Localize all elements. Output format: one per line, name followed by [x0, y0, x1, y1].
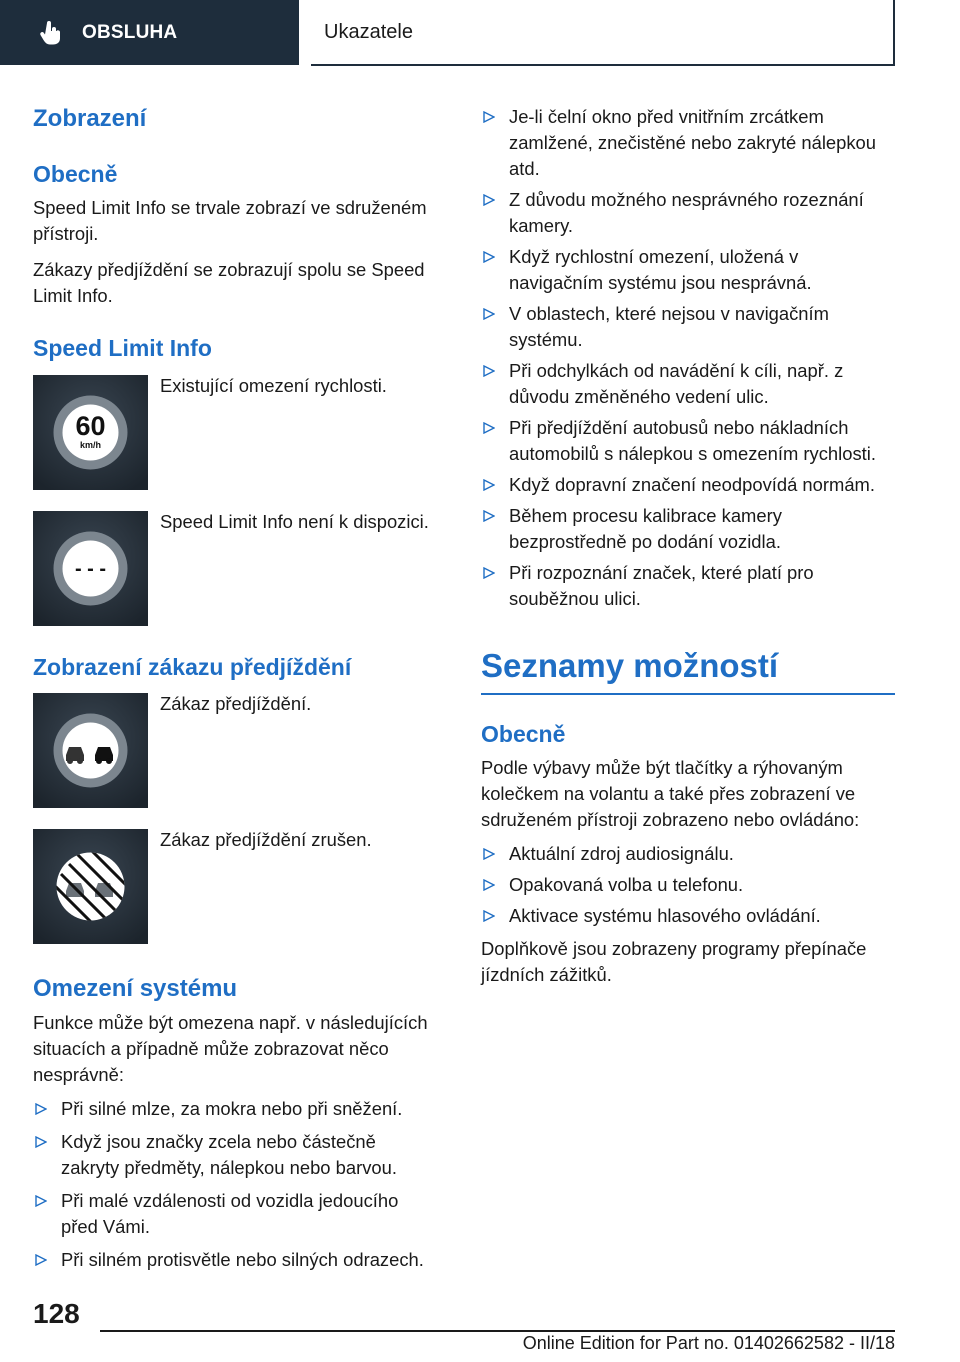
bullet-triangle-icon — [483, 879, 495, 891]
overtaking-caption: Zákaz předjíždění zrušen. — [160, 829, 372, 850]
footer-divider — [100, 1330, 895, 1332]
bullet-triangle-icon — [35, 1254, 47, 1266]
options-title: Seznamy možností — [481, 645, 895, 695]
bullet-triangle-icon — [35, 1136, 47, 1148]
bullet-triangle-icon — [483, 308, 495, 320]
overtaking-heading: Zobrazení zákazu předjíždění — [33, 654, 352, 680]
limits-list — [33, 1096, 437, 1273]
list-item: Při rozpoznání značek, které platí pro souběžnou ulici. — [481, 560, 895, 612]
no-overtaking-sign-icon — [33, 693, 148, 808]
list-item: Aktivace systému hlasového ovládání. — [481, 903, 895, 929]
right-column — [481, 104, 895, 988]
list-item: Při silném protisvětle nebo silných odrazech. — [33, 1247, 437, 1273]
section-label: OBSLUHA — [82, 21, 178, 43]
list-item: Je-li čelní okno před vnitřním zrcátkem zamlžené, znečistěné nebo zakryté nálepkou atd. — [481, 104, 895, 182]
sign-unit: km/h — [79, 440, 102, 450]
general-paragraph: Zákazy předjíždění se zobrazují spolu se Speed Limit Info. — [33, 259, 425, 306]
list-item: Při malé vzdálenosti od vozidla jedoucího před Vámi. — [33, 1188, 437, 1240]
overtaking-item — [33, 829, 437, 944]
speed-limit-item — [33, 511, 437, 626]
speed-limit-heading: Speed Limit Info — [33, 335, 212, 361]
general-heading: Obecně — [33, 161, 118, 187]
list-item: Při předjíždění autobusů nebo nákladních automobilů s nálepkou s omezením rychlosti. — [481, 415, 895, 467]
bullet-triangle-icon — [483, 510, 495, 522]
list-item: Když rychlostní omezení, uložená v navigačním systému jsou nesprávná. — [481, 244, 895, 296]
general-paragraph: Speed Limit Info se trvale zobrazí ve sdruženém přístroji. — [33, 197, 427, 244]
bullet-triangle-icon — [483, 910, 495, 922]
bullet-triangle-icon — [483, 479, 495, 491]
bullet-triangle-icon — [483, 848, 495, 860]
list-item: V oblastech, které nejsou v navigačním systému. — [481, 301, 895, 353]
section-tab[interactable] — [0, 0, 299, 65]
list-item: Při odchylkách od navádění k cíli, např. z důvodu změněného vedení ulic. — [481, 358, 895, 410]
speed-limit-caption: Existující omezení rychlosti. — [160, 375, 387, 396]
list-item: Při silné mlze, za mokra nebo při sněžení. — [33, 1096, 437, 1122]
list-item: Když jsou značky zcela nebo částečně zakryty předměty, nálepkou nebo barvou. — [33, 1129, 437, 1181]
list-item: Během procesu kalibrace kamery bezprostředně po dodání vozidla. — [481, 503, 895, 555]
bullet-triangle-icon — [483, 194, 495, 206]
speed-limit-item — [33, 375, 437, 490]
overtaking-item — [33, 693, 437, 808]
bullet-triangle-icon — [483, 422, 495, 434]
bullet-triangle-icon — [483, 111, 495, 123]
speed-limit-60-sign-icon — [33, 375, 148, 490]
options-general-heading: Obecně — [481, 721, 566, 747]
list-item: Z důvodu možného nesprávného rozeznání kamery. — [481, 187, 895, 239]
bullet-triangle-icon — [35, 1195, 47, 1207]
no-speed-limit-info-icon — [33, 511, 148, 626]
list-item: Když dopravní značení neodpovídá normám. — [481, 472, 895, 498]
list-item: Opakovaná volba u telefonu. — [481, 872, 895, 898]
bullet-triangle-icon — [483, 251, 495, 263]
overtaking-caption: Zákaz předjíždění. — [160, 693, 312, 714]
hand-icon — [38, 20, 64, 46]
sign-number: 60 — [75, 411, 106, 441]
page-number: 128 — [33, 1298, 80, 1329]
sign-dashes: - - - — [74, 558, 107, 580]
options-list — [481, 841, 895, 929]
speed-limit-caption: Speed Limit Info není k dispozici. — [160, 511, 429, 532]
end-no-overtaking-sign-icon — [33, 829, 148, 944]
list-item: Aktuální zdroj audiosignálu. — [481, 841, 895, 867]
bullet-triangle-icon — [35, 1103, 47, 1115]
bullet-triangle-icon — [483, 567, 495, 579]
limits-heading: Omezení systému — [33, 975, 238, 1002]
options-intro: Podle výbavy může být tlačítky a rýhovaným kolečkem na volantu a také přes zobrazení ve sdruženém přístroji zobrazeno nebo ovládáno: — [481, 757, 860, 830]
left-column — [33, 100, 437, 1273]
section-title: Zobrazení — [33, 105, 147, 132]
chapter-label: Ukazatele — [324, 20, 413, 43]
bullet-triangle-icon — [483, 365, 495, 377]
limits-list-continued — [481, 104, 895, 612]
limits-intro: Funkce může být omezena např. v následujících situacích a případně může zobrazovat něco nesprávně: — [33, 1012, 428, 1085]
edition-note: Online Edition for Part no. 01402662582 - II/18 — [522, 1333, 895, 1353]
chapter-tab — [311, 0, 895, 66]
options-outro: Doplňkově jsou zobrazeny programy přepínače jízdních zážitků. — [481, 938, 867, 985]
